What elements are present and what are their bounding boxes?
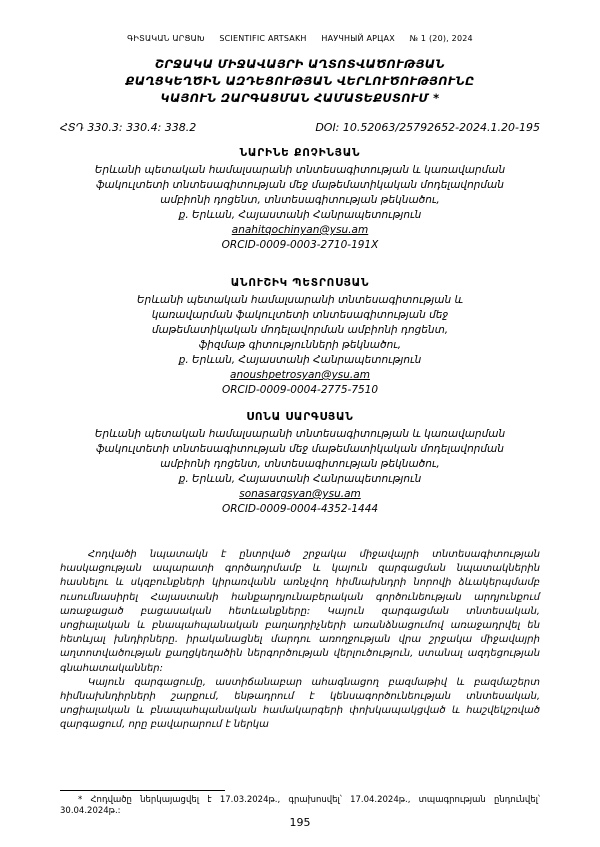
author-email-link[interactable]: anahitqochinyan@ysu.am bbox=[231, 224, 369, 236]
footnote-divider bbox=[60, 790, 225, 791]
author-affiliation-line: Երևանի պետական համալսարանի տնտեսագիտության և կառավարման bbox=[94, 164, 506, 176]
author-affiliation-line: կառավարման ֆակուլտետի տնտեսագիտության մեջ bbox=[151, 309, 449, 321]
author-email-link[interactable]: anoushpetrosyan@ysu.am bbox=[230, 369, 370, 381]
author-affiliation-line: ամբիոնի դոցենտ, տնտեսագիտության թեկնածու, bbox=[160, 194, 440, 206]
author-orcid: ORCID-0009-0004-4352-1444 bbox=[221, 503, 379, 515]
author-block bbox=[60, 410, 540, 517]
title-line: ՔԱՂՑԿԵՂԾԻՆ ԱԶԴԵՑՈՒԹՅԱՆ ՎԵՐԼՈՒԾՈՒԹՅՈՒՆԸ bbox=[125, 74, 475, 88]
article-title bbox=[60, 56, 540, 107]
author-name: ՆԱՐԻՆԵ ՔՈՉԻՆՅԱՆ bbox=[239, 147, 361, 159]
journal-name-russian: НАУЧНЫЙ АРЦАХ bbox=[321, 34, 395, 43]
abstract-paragraph: Կայուն զարգացումը, աստիճանաբար ահագնացող բազմաթիվ և բազմաշերտ հիմնախնդիրների շարքում, ենթադրում է կենսագործունեության տնտեսական, սոցիալական և բնապահպանական համակարգերի փոխկապակցված և հաշվեկշռված զարգացում, որը բավարարում է ներկա bbox=[60, 676, 540, 731]
author-name: ԱՆՈՒՇԻԿ ՊԵՏՐՈՍՅԱՆ bbox=[230, 277, 370, 289]
author-affiliation-line: Երևանի պետական համալսարանի տնտեսագիտության և կառավարման bbox=[94, 428, 506, 440]
doi-code: DOI: 10.52063/25792652-2024.1.20-195 bbox=[315, 121, 540, 134]
author-affiliation-line: մաթեմատիկական մոդելավորման ամբիոնի դոցենտ, bbox=[151, 324, 449, 336]
author-block bbox=[60, 276, 540, 398]
author-affiliation-line: ֆակուլտետի տնտեսագիտության մեջ մաթեմատիկական մոդելավորման bbox=[96, 443, 504, 455]
author-orcid: ORCID-0009-0003-2710-191X bbox=[221, 239, 379, 251]
author-affiliation-line: ք. Երևան, Հայաստանի Հանրապետություն bbox=[178, 209, 422, 221]
author-name: ՍՈՆԱ ՍԱՐԳՍՅԱՆ bbox=[246, 411, 354, 423]
author-block bbox=[60, 146, 540, 253]
footnote: * Հոդվածը ներկայացվել է 17.03.2024թ., գրախոսվել՝ 17.04.2024թ., տպագրության ընդունվել՝ 30.04.2024թ.: bbox=[60, 795, 540, 816]
author-affiliation-line: ք. Երևան, Հայաստանի Հանրապետություն bbox=[178, 354, 422, 366]
author-affiliation-line: ֆիզմաթ գիտությունների թեկնածու, bbox=[198, 339, 402, 351]
abstract bbox=[60, 548, 540, 733]
issue-number: № 1 (20), 2024 bbox=[409, 34, 473, 43]
udc-code: ՀՏԴ 330.3: 330.4: 338.2 bbox=[60, 121, 197, 134]
author-affiliation-line: Երևանի պետական համալսարանի տնտեսագիտության և bbox=[136, 294, 464, 306]
author-email-link[interactable]: sonasargsyan@ysu.am bbox=[239, 488, 361, 500]
title-line: ԿԱՅՈՒՆ ԶԱՐԳԱՑՄԱՆ ՀԱՄԱՏԵՔՍՏՈՒՄ * bbox=[160, 91, 440, 105]
author-affiliation-line: ամբիոնի դոցենտ, տնտեսագիտության թեկնածու, bbox=[160, 458, 440, 470]
page-number: 195 bbox=[289, 816, 311, 829]
title-line: ՇՐՋԱԿԱ ՄԻՋԱՎԱՅՐԻ ԱՂՏՈՏՎԱԾՈՒԹՅԱՆ bbox=[155, 57, 445, 71]
abstract-paragraph: Հոդվածի նպատակն է ընտրված շրջակա միջավայրի տնտեսագիտության հասկացության ապարատի գործադրմամբ և կայուն զարգացման նպատակներին հասնելու և սկզբունքների կիրառվանն առնչվող հիմնախնդրի նորովի ձևակերպմամբ ուսումնասիրել Հայաստանի հանքարդյունաբերական գործունեության արդյունքում առաջացած բացասական հետևանքները: Կայուն զարգացման տնտեսական, սոցիալական և բնապահպանական բաղադրիչների առանձնացումով առաջադրվել են հետևյալ խնդիրները. իրականացնել մարդու առողջության վրա շրջակա միջավայրի աղտոտվածության քաղցկեղածին ներգործության վերլուծություն, ստանալ ազդեցության գնահատականներ: bbox=[60, 549, 540, 674]
author-affiliation-line: ֆակուլտետի տնտեսագիտության մեջ մաթեմատիկական մոդելավորման bbox=[96, 179, 504, 191]
journal-name-armenian: ԳԻՏԱԿԱՆ ԱՐՑԱԽ bbox=[127, 34, 205, 43]
running-header bbox=[0, 34, 600, 43]
journal-name-english: SCIENTIFIC ARTSAKH bbox=[219, 34, 307, 43]
author-orcid: ORCID-0009-0004-2775-7510 bbox=[221, 384, 379, 396]
author-affiliation-line: ք. Երևան, Հայաստանի Հանրապետություն bbox=[178, 473, 422, 485]
